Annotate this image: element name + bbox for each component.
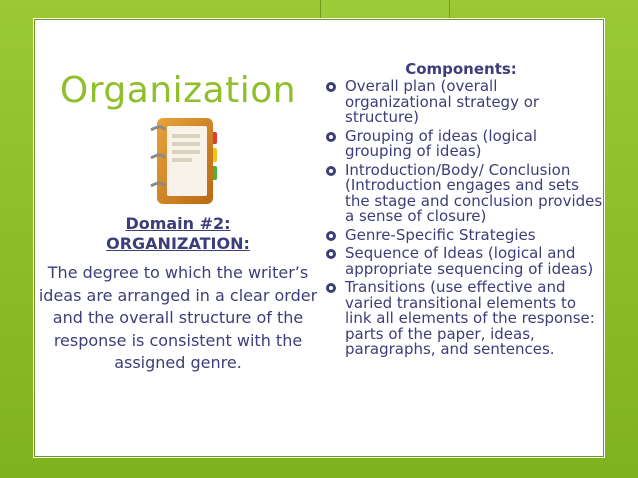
left-column <box>33 18 323 458</box>
bullet-icon <box>326 231 336 241</box>
right-column <box>323 18 605 458</box>
domain-number: Domain #2: <box>125 214 231 233</box>
list-item: Introduction/Body/ Conclusion (Introduction engages and sets the stage and conclusion provides a sense of closure) <box>323 163 603 225</box>
bullet-icon <box>326 166 336 176</box>
list-item: Sequence of Ideas (logical and appropriate sequencing of ideas) <box>323 246 603 277</box>
domain-description: The degree to which the writer’s ideas are arranged in a clear order and the overall structure of the response is consistent with the assigned genre. <box>38 263 318 372</box>
bullet-icon <box>326 82 336 92</box>
bullet-icon <box>326 283 336 293</box>
list-item: Overall plan (overall organizational strategy or structure) <box>323 79 603 126</box>
list-item: Grouping of ideas (logical grouping of ideas) <box>323 129 603 160</box>
components-list <box>323 79 603 361</box>
domain-heading <box>33 214 323 254</box>
bullet-icon <box>326 249 336 259</box>
list-item: Transitions (use effective and varied transitional elements to link all elements of the response: parts of the paper, ideas, paragraphs, and sentences. <box>323 280 603 358</box>
slide-title: Organization <box>59 70 297 111</box>
components-heading: Components: <box>405 60 517 78</box>
bullet-icon <box>326 132 336 142</box>
domain-name: ORGANIZATION: <box>106 234 250 253</box>
notebook-icon <box>145 110 227 210</box>
list-item: Genre-Specific Strategies <box>323 228 603 244</box>
